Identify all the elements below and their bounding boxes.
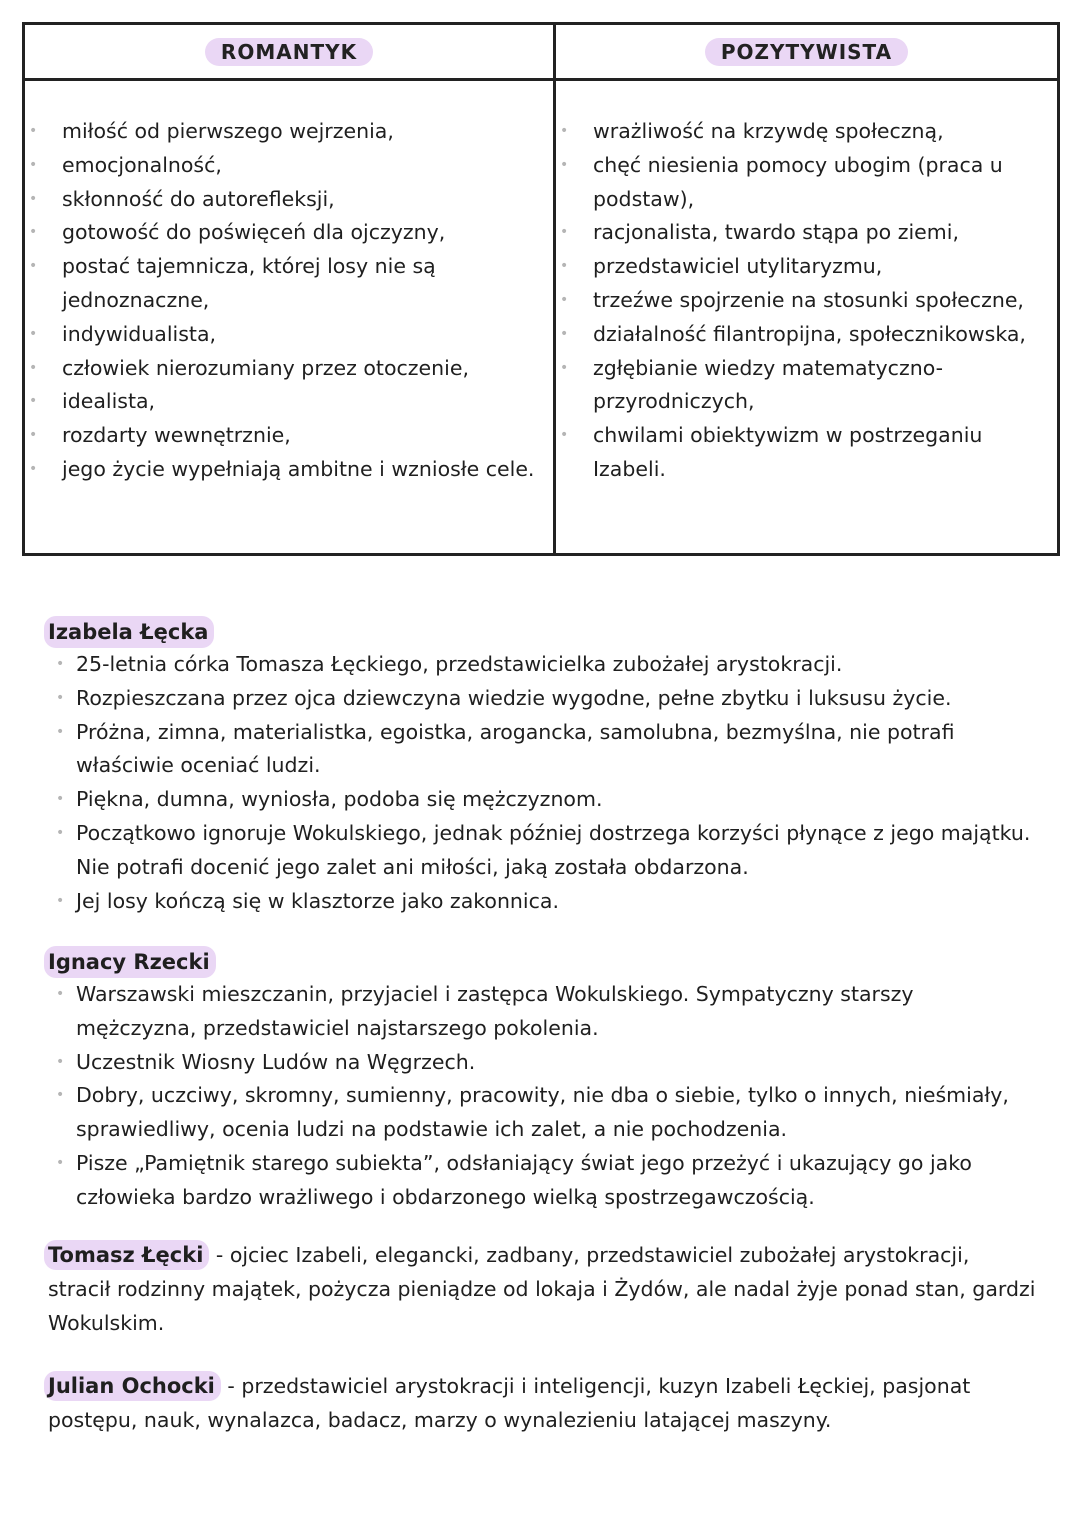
list-item: • Uczestnik Wiosny Ludów na Węgrzech. <box>48 1046 1038 1080</box>
list-item: • emocjonalność, <box>25 149 553 183</box>
list-item: • indywidualista, <box>25 318 553 352</box>
list-item: • Początkowo ignoruje Wokulskiego, jednak później dostrzega korzyści płynące z jego majątku. Nie potrafi docenić jego zalet ani miłości, jaką została obdarzona. <box>48 817 1038 885</box>
bullet-icon: • <box>56 892 65 909</box>
list-item: • przedstawiciel utylitaryzmu, <box>556 250 1057 284</box>
list-item: • Pisze „Pamiętnik starego subiekta”, odsłaniający świat jego przeżyć i ukazujący go jako człowieka bardzo wrażliwego i obdarzonego wielką spostrzegawczością. <box>48 1147 1038 1215</box>
header-romantyk-label: ROMANTYK <box>205 38 373 66</box>
bullet-icon: • <box>56 656 65 672</box>
bullet-icon: • <box>560 359 569 376</box>
list-item: • jego życie wypełniają ambitne i wzniosłe cele. <box>25 453 553 487</box>
list-item: • człowiek nierozumiany przez otoczenie, <box>25 352 553 386</box>
romantyk-column <box>25 81 556 553</box>
bullet-icon: • <box>56 791 65 808</box>
pozytywista-column <box>556 81 1057 553</box>
list-item: • racjonalista, twardo stąpa po ziemi, <box>556 216 1057 250</box>
bullet-icon: • <box>29 393 38 410</box>
izabela-heading: Izabela Łęcka <box>44 616 214 648</box>
bullet-icon: • <box>56 1154 65 1171</box>
list-item: • Rozpieszczana przez ojca dziewczyna wiedzie wygodne, pełne zbytku i luksusu życie. <box>48 682 1038 716</box>
bullet-icon: • <box>560 427 569 444</box>
list-item: • miłość od pierwszego wejrzenia, <box>25 115 553 149</box>
list-item: • Warszawski mieszczanin, przyjaciel i zastępca Wokulskiego. Sympatyczny starszy mężczyzna, przedstawiciel najstarszego pokolenia. <box>48 978 1038 1046</box>
list-item: • Piękna, dumna, wyniosła, podoba się mężczyznom. <box>48 783 1038 817</box>
bullet-icon: • <box>560 325 569 342</box>
bullet-icon: • <box>56 689 65 706</box>
julian-description: - przedstawiciel arystokracji i inteligencji, kuzyn Izabeli Łęckiej, pasjonat postępu, nauk, wynalazca, badacz, marzy o wynalezieniu latającej maszyny. <box>48 1374 971 1432</box>
tomasz-section <box>48 1238 1038 1340</box>
pozytywista-list <box>556 115 1057 487</box>
bullet-icon: • <box>56 824 65 841</box>
list-item: • Dobry, uczciwy, skromny, sumienny, pracowity, nie dba o siebie, tylko o innych, nieśmiały, sprawiedliwy, ocenia ludzi na podstawie ich zalet, a nie pochodzenia. <box>48 1079 1038 1147</box>
list-item: • skłonność do autorefleksji, <box>25 183 553 217</box>
bullet-icon: • <box>29 325 38 342</box>
list-item: • trzeźwe spojrzenie na stosunki społeczne, <box>556 284 1057 318</box>
julian-heading: Julian Ochocki <box>44 1371 221 1401</box>
list-item: • Próżna, zimna, materialistka, egoistka, arogancka, samolubna, bezmyślna, nie potrafi właściwie oceniać ludzi. <box>48 716 1038 784</box>
list-item: • zgłębianie wiedzy matematyczno-przyrodniczych, <box>556 352 1057 420</box>
julian-section <box>48 1369 1038 1437</box>
bullet-icon: • <box>29 156 38 173</box>
bullet-icon: • <box>560 156 569 173</box>
list-item: • wrażliwość na krzywdę społeczną, <box>556 115 1057 149</box>
bullet-icon: • <box>29 427 38 444</box>
list-item: • Jej losy kończą się w klasztorze jako zakonnica. <box>48 885 1038 919</box>
bullet-icon: • <box>560 224 569 241</box>
list-item: • gotowość do poświęceń dla ojczyzny, <box>25 216 553 250</box>
bullet-icon: • <box>56 1053 65 1070</box>
list-item: • chwilami obiektywizm w postrzeganiu Izabeli. <box>556 419 1057 487</box>
bullet-icon: • <box>29 224 38 241</box>
bullet-icon: • <box>56 1087 65 1104</box>
bullet-icon: • <box>560 291 569 308</box>
table-header-romantyk <box>25 25 556 81</box>
list-item: • 25-letnia córka Tomasza Łęckiego, przedstawicielka zubożałej arystokracji. <box>48 648 1038 682</box>
rzecki-heading: Ignacy Rzecki <box>44 946 216 978</box>
tomasz-description: - ojciec Izabeli, elegancki, zadbany, przedstawiciel zubożałej arystokracji, stracił rodzinny majątek, pożycza pieniądze od lokaja i Żydów, ale nadal żyje ponad stan, gardzi Wokulskim. <box>48 1243 1036 1335</box>
list-item: • chęć niesienia pomocy ubogim (praca u podstaw), <box>556 149 1057 217</box>
izabela-list <box>48 648 1038 918</box>
bullet-icon: • <box>56 723 65 740</box>
bullet-icon: • <box>29 359 38 376</box>
bullet-icon: • <box>29 190 38 207</box>
list-item: • postać tajemnicza, której losy nie są jednoznaczne, <box>25 250 553 318</box>
header-pozytywista-label: POZYTYWISTA <box>705 38 908 66</box>
rzecki-list <box>48 978 1038 1215</box>
bullet-icon: • <box>29 258 38 275</box>
bullet-icon: • <box>560 123 569 139</box>
rzecki-section <box>48 946 1038 1215</box>
izabela-section <box>48 616 1038 918</box>
comparison-table <box>22 22 1060 556</box>
list-item: • idealista, <box>25 385 553 419</box>
bullet-icon: • <box>29 460 38 477</box>
list-item: • rozdarty wewnętrznie, <box>25 419 553 453</box>
romantyk-list <box>25 115 553 487</box>
bullet-icon: • <box>560 258 569 275</box>
list-item: • działalność filantropijna, społecznikowska, <box>556 318 1057 352</box>
bullet-icon: • <box>56 986 65 1002</box>
bullet-icon: • <box>29 123 38 139</box>
tomasz-heading: Tomasz Łęcki <box>44 1240 209 1270</box>
table-header-pozytywista <box>556 25 1057 81</box>
